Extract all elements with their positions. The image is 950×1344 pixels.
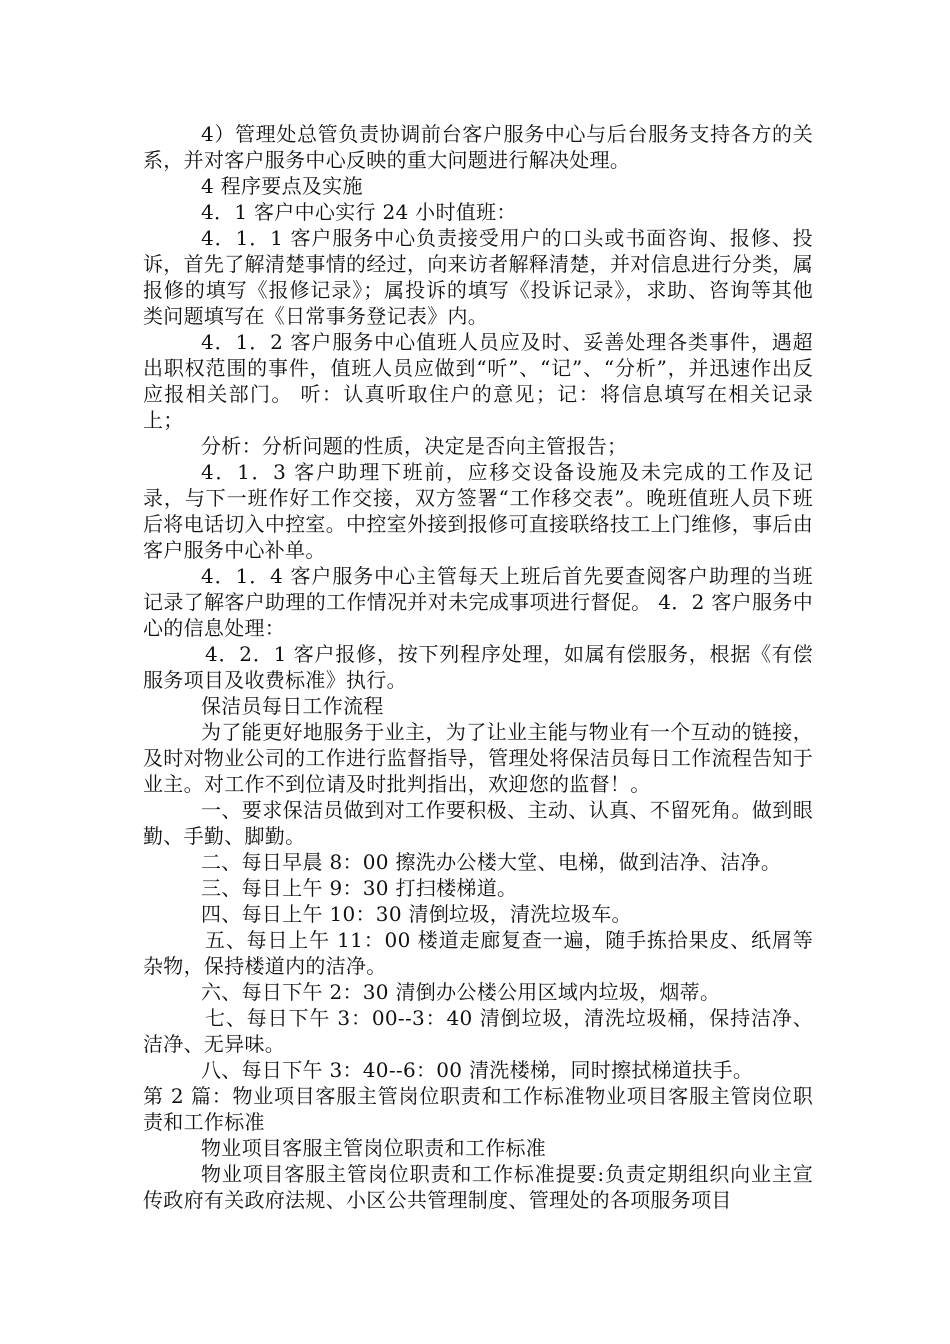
list-item: 三、每日上午 9：30 打扫楼梯道。 xyxy=(201,876,518,900)
list-item: 一、要求保洁员做到对工作要积极、主动、认真、不留死角。做到眼勤、手勤、脚勤。 xyxy=(143,798,813,848)
paragraph: 4）管理处总管负责协调前台客户服务中心与后台服务支持各方的关系，并对客户服务中心反映的重大问题进行解决处理。 xyxy=(143,122,813,172)
paragraph: 物业项目客服主管岗位职责和工作标准提要:负责定期组织向业主宣传政府有关政府法规、小区公共管理制度、管理处的各项服务项目 xyxy=(143,1162,813,1212)
paragraph: 4．1．2 客户服务中心值班人员应及时、妥善处理各类事件，遇超出职权范围的事件，值班人员应做到“听”、“记”、“分析”，并迅速作出反应报相关部门。 听：认真听取住户的意见；记：将信息填写在相关记录上； xyxy=(143,330,813,432)
paragraph: 分析：分析问题的性质，决定是否向主管报告； xyxy=(201,434,628,458)
paragraph: 4．2．1 客户报修，按下列程序处理，如属有偿服务，根据《有偿服务项目及收费标准》执行。 xyxy=(143,642,813,692)
paragraph: 为了能更好地服务于业主，为了让业主能与物业有一个互动的链接，及时对物业公司的工作进行监督指导，管理处将保洁员每日工作流程告知于业主。对工作不到位请及时批判指出，欢迎您的监督！。 xyxy=(143,720,813,796)
section-heading: 物业项目客服主管岗位职责和工作标准 xyxy=(201,1136,547,1160)
chapter-heading: 第 2 篇：物业项目客服主管岗位职责和工作标准物业项目客服主管岗位职责和工作标准 xyxy=(143,1084,813,1134)
paragraph: 4．1．1 客户服务中心负责接受用户的口头或书面咨询、报修、投诉，首先了解清楚事情的经过，向来访者解释清楚，并对信息进行分类，属报修的填写《报修记录》；属投诉的填写《投诉记录》，求助、咨询等其他类问题填写在《日常事务登记表》内。 xyxy=(143,226,813,328)
section-heading: 保洁员每日工作流程 xyxy=(201,694,384,718)
document-body xyxy=(143,121,813,1213)
list-item: 五、每日上午 11：00 楼道走廊复查一遍，随手拣拾果皮、纸屑等杂物，保持楼道内的洁净。 xyxy=(143,928,813,978)
list-item: 二、每日早晨 8：00 擦洗办公楼大堂、电梯，做到洁净、洁净。 xyxy=(201,850,782,874)
list-item: 六、每日下午 2：30 清倒办公楼公用区域内垃圾，烟蒂。 xyxy=(201,980,721,1004)
section-heading: 4 程序要点及实施 xyxy=(201,174,363,198)
list-item: 四、每日上午 10：30 清倒垃圾，清洗垃圾车。 xyxy=(201,902,632,926)
list-item: 八、每日下午 3：40--6：00 清洗楼梯，同时擦拭梯道扶手。 xyxy=(201,1058,754,1082)
paragraph: 4．1．4 客户服务中心主管每天上班后首先要查阅客户助理的当班记录了解客户助理的工作情况并对未完成事项进行督促。 4．2 客户服务中心的信息处理： xyxy=(143,564,813,640)
list-item: 七、每日下午 3：00--3：40 清倒垃圾，清洗垃圾桶，保持洁净、洁净、无异味。 xyxy=(143,1006,813,1056)
paragraph: 4．1．3 客户助理下班前，应移交设备设施及未完成的工作及记录，与下一班作好工作交接，双方签署“工作移交表”。晚班值班人员下班后将电话切入中控室。中控室外接到报修可直接联络技工上门维修，事后由客户服务中心补单。 xyxy=(143,460,813,562)
subsection-heading: 4．1 客户中心实行 24 小时值班： xyxy=(201,200,517,224)
